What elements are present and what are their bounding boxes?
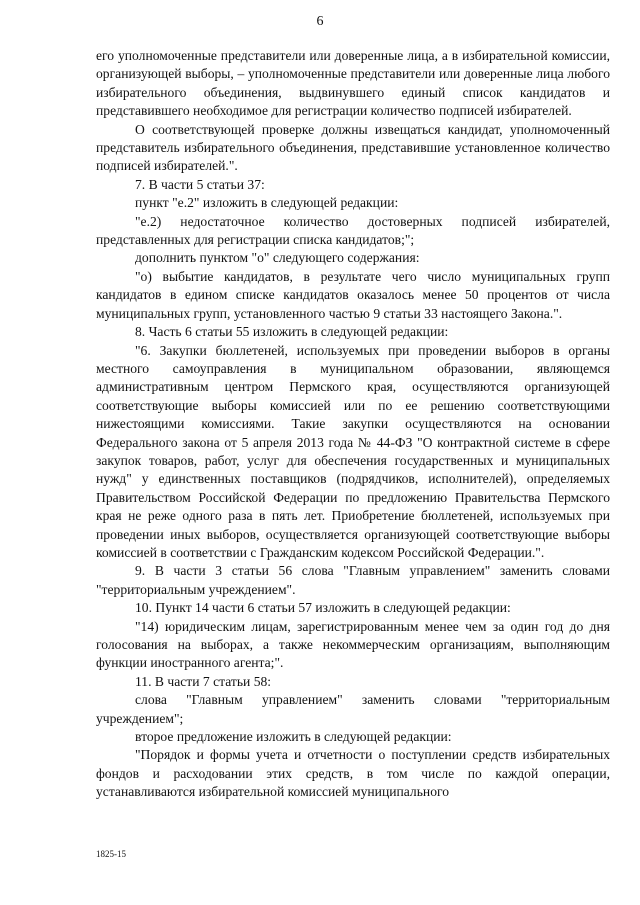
paragraph-item-7: 7. В части 5 статьи 37: [135, 176, 265, 192]
paragraph-item-10: 10. Пункт 14 части 6 статьи 57 изложить в следующей редакции: [135, 600, 511, 616]
paragraph-part-6-text: "6. Закупки бюллетеней, используемых при проведении выборов в органы местного самоуправления в муниципальном образовании, являющемся административным центром Пермского края, осуществляются организующей соответствующие выборы комиссией или по ее решению соответствующими нижестоящими комиссиями. Такие закупки осуществляются на основании Федерального закона от 5 апреля 2013 года № 44-ФЗ "О контрактной системе в сфере закупок товаров, работ, услуг для обеспечения государственных и муниципальных нужд" у единственных поставщиков (подрядчиков, исполнителей), определяемых Правительством Российской Федерации по предложению Правительства Пермского края не реже одного раза в пять лет. Приобретение бюллетеней, используемых при проведении иных выборов, осуществляется организующей соответствующие выборы комиссией в соответствии с Гражданским кодексом Российской Федерации.". [96, 342, 610, 560]
paragraph-continuation: его уполномоченные представители или доверенные лица, а в избирательной комиссии, организующей выборы, – уполномоченные представители или доверенные лица любого избирательного объединения, выдвинувшего единый список кандидатов и представившего необходимое для регистрации количество подписей избирателей. [96, 48, 610, 119]
paragraph-item-11: 11. В части 7 статьи 58: [135, 673, 272, 689]
paragraph-notification: О соответствующей проверке должны извещаться кандидат, уполномоченный представитель избирательного объединения, представившие установленное количество подписей избирателей.". [96, 121, 610, 174]
paragraph-words-replace: слова "Главным управлением" заменить словами "территориальным учреждением"; [96, 692, 610, 726]
paragraph-accounting-order: "Порядок и формы учета и отчетности о поступлении средств избирательных фондов и расходовании этих средств, в том числе по каждой операции, устанавливаются избирательной комиссией муниципального [96, 747, 610, 800]
paragraph-point-e2-intro: пункт "е.2" изложить в следующей редакции: [135, 195, 399, 211]
document-body [96, 47, 610, 802]
paragraph-second-sentence-intro: второе предложение изложить в следующей редакции: [135, 729, 452, 745]
page-number: 6 [316, 14, 324, 29]
paragraph-point-o-intro: дополнить пунктом "о" следующего содержания: [135, 250, 420, 266]
paragraph-point-o-text: "о) выбытие кандидатов, в результате чего число муниципальных групп кандидатов в едином списке кандидатов оказалось менее 50 процентов от числа муниципальных групп, установленного частью 9 статьи 33 настоящего Закона.". [96, 268, 610, 321]
paragraph-item-8: 8. Часть 6 статьи 55 изложить в следующей редакции: [135, 324, 449, 340]
paragraph-point-14-text: "14) юридическим лицам, зарегистрированным менее чем за один год до дня голосования на выборах, а также некоммерческим организациям, выполняющим функции иностранного агента;". [96, 618, 610, 671]
document-code: 1825-15 [96, 849, 126, 859]
paragraph-item-9: 9. В части 3 статьи 56 слова "Главным управлением" заменить словами "территориальным учреждением". [96, 563, 610, 597]
paragraph-point-e2-text: "е.2) недостаточное количество достоверных подписей избирателей, представленных для регистрации списка кандидатов;"; [96, 213, 610, 248]
